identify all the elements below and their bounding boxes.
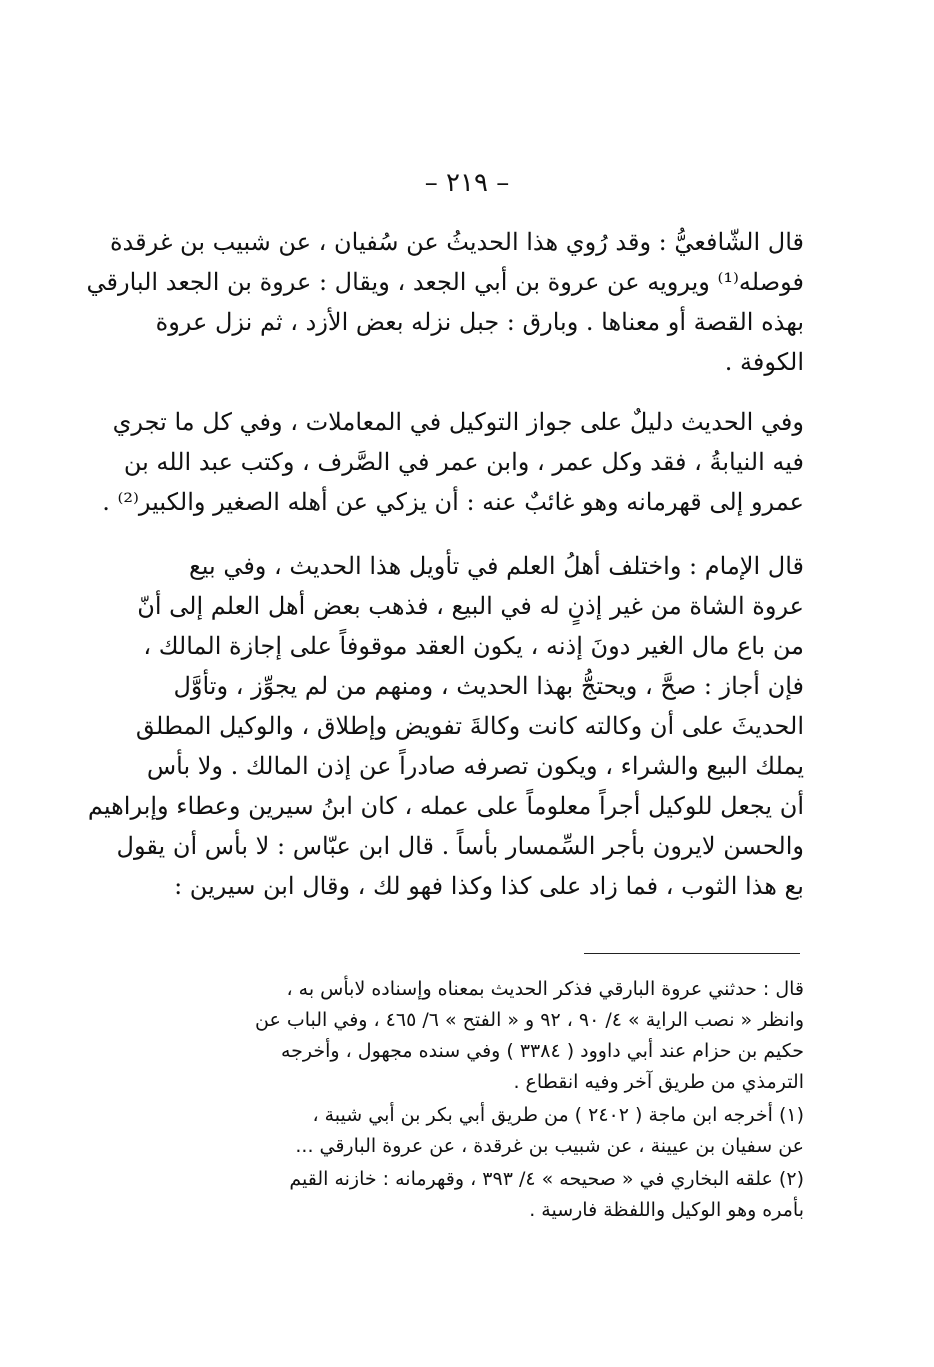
text-line: الكوفة . <box>724 348 804 376</box>
text-line: عمرو إلى قهرمانه وهو غائبٌ عنه : أن يزكي عن أهله الصغير والكبير⁽²⁾ . <box>102 488 804 516</box>
footnote-line: عن سفيان بن عيينة ، عن شبيب بن غرقدة ، عن عروة البارقي ... <box>295 1135 804 1157</box>
footnote-2 <box>152 1164 804 1226</box>
text-line: قال الإمام : واختلف أهلُ العلم في تأويل هذا الحديث ، وفي بيع <box>189 552 804 580</box>
text-line: فوصله⁽¹⁾ ويرويه عن عروة بن أبي الجعد ، ويقال : عروة بن الجعد البارقي <box>86 268 804 296</box>
text-line: بهذه القصة أو معناها . وبارق : جبل نزله بعض الأزد ، ثم نزل عروة <box>155 308 804 336</box>
footnote-line: حكيم بن حزام عند أبي داوود ( ٣٣٨٤ ) وفي سنده مجهول ، وأخرجه <box>280 1040 804 1062</box>
text-line: وفي الحديث دليلٌ على جواز التوكيل في المعاملات ، وفي كل ما تجري <box>112 408 804 436</box>
text-line: فإن أجاز : صحَّ ، ويحتجُّ بهذا الحديث ، ومنهم من لم يجوِّز ، وتأوَّل <box>173 672 804 700</box>
text-line: قال الشّافعيُّ : وقد رُوي هذا الحديثُ عن سُفيان ، عن شبيب بن غرقدة <box>109 228 804 256</box>
footnote-line: وانظر « نصب الراية » ٤/ ٩٠ ، ٩٢ و « الفتح » ٦/ ٤٦٥ ، وفي الباب عن <box>255 1009 804 1031</box>
page-number: – ٢١٩ – <box>424 168 510 198</box>
text-line: الحديثَ على أن وكالته كانت وكالةَ تفويض وإطلاق ، والوكيل المطلق <box>135 712 804 740</box>
paragraph-1 <box>86 222 804 382</box>
footnote-divider <box>584 953 800 954</box>
text-line: فيه النيابةُ ، فقد وكل عمر ، وابن عمر في الصَّرف ، وكتب عبد الله بن <box>123 448 804 476</box>
footnote-line: قال : حدثني عروة البارقي فذكر الحديث بمعناه وإسناده لابأس به ، <box>286 978 804 1000</box>
footnote-line: (١) أخرجه ابن ماجة ( ٢٤٠٢ ) من طريق أبي بكر بن أبي شيبة ، <box>312 1104 804 1126</box>
footnote-1 <box>152 1100 804 1162</box>
text-line: بع هذا الثوب ، فما زاد على كذا وكذا فهو لك ، وقال ابن سيرين : <box>174 872 804 900</box>
paragraph-3 <box>87 546 804 906</box>
text-line: من باع مال الغير دونَ إذنه ، يكون العقد موقوفاً على إجازة المالك ، <box>143 632 804 660</box>
text-line: عروة الشاة من غير إذنٍ له في البيع ، فذهب بعض أهل العلم إلى أنّ <box>137 592 804 620</box>
paragraph-2 <box>102 402 804 522</box>
text-line: يملك البيع والشراء ، ويكون تصرفه صادراً عن إذن المالك . ولا بأس <box>146 752 804 780</box>
text-line: والحسن لايرون بأجر السِّمسار بأساً . قال ابن عبّاس : لا بأس أن يقول <box>116 832 804 860</box>
footnote-line: (٢) علقه البخاري في « صحيحه » ٤/ ٣٩٣ ، وقهرمانه : خازنه القيم <box>289 1168 804 1190</box>
footnote-continued <box>152 974 804 1098</box>
footnote-line: بأمره وهو الوكيل واللفظة فارسية . <box>529 1199 804 1221</box>
footnote-line: الترمذي من طريق آخر وفيه انقطاع . <box>513 1071 804 1093</box>
text-line: أن يجعل للوكيل أجراً معلوماً على عمله ، كان ابنُ سيرين وعطاء وإبراهيم <box>87 792 804 820</box>
